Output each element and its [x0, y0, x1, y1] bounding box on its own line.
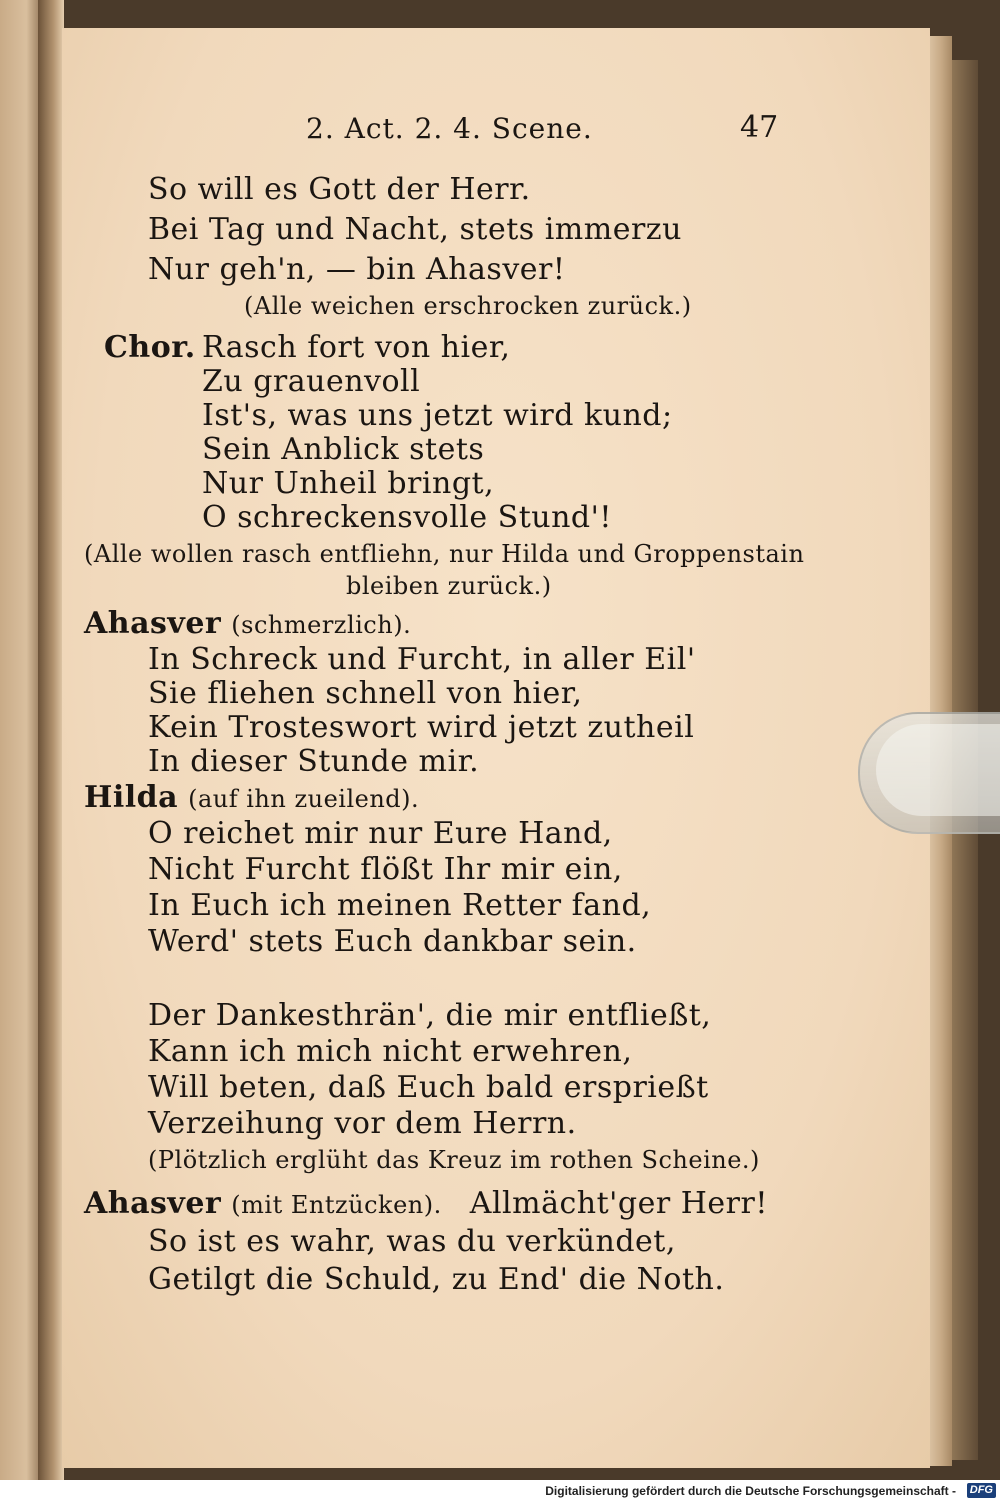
- speaker-direction: (schmerzlich).: [231, 611, 412, 639]
- verse-line: Verzeihung vor dem Herrn.: [148, 1106, 577, 1141]
- speaker-line: [84, 780, 419, 815]
- dfg-logo: DFG: [967, 1483, 996, 1498]
- verse-line: Will beten, daß Euch bald ersprießt: [148, 1070, 709, 1105]
- verse-line: So will es Gott der Herr.: [148, 172, 531, 207]
- running-title: 2. Act. 2. 4. Scene.: [306, 112, 593, 145]
- digitization-credit: Digitalisierung gefördert durch die Deutsche Forschungsgemeinschaft -: [545, 1484, 956, 1498]
- verse-line: Rasch fort von hier,: [202, 330, 511, 365]
- speaker-line: [84, 606, 411, 641]
- verse-line: Allmächt'ger Herr!: [469, 1186, 768, 1221]
- verse-line: Der Dankesthrän', die mir entfließt,: [148, 998, 712, 1033]
- verse-line: Zu grauenvoll: [202, 364, 421, 399]
- verse-line: Sein Anblick stets: [202, 432, 485, 467]
- verse-line: Nur geh'n, — bin Ahasver!: [148, 252, 566, 287]
- bookmark-tab-highlight: [876, 724, 1000, 816]
- speaker-direction: (mit Entzücken).: [231, 1191, 442, 1219]
- stage-direction: (Plötzlich erglüht das Kreuz im rothen Scheine.): [148, 1146, 760, 1174]
- stage-direction: bleiben zurück.): [346, 572, 552, 600]
- verse-line: Kein Trosteswort wird jetzt zutheil: [148, 710, 695, 745]
- verse-line: Ist's, was uns jetzt wird kund;: [202, 398, 673, 433]
- verse-line: Bei Tag und Nacht, stets immerzu: [148, 212, 682, 247]
- stage-direction: (Alle wollen rasch entfliehn, nur Hilda und Groppenstain: [84, 540, 805, 568]
- speaker-line: [84, 1186, 768, 1221]
- verse-line: So ist es wahr, was du verkündet,: [148, 1224, 676, 1259]
- verse-line: Nur Unheil bringt,: [202, 466, 495, 501]
- verse-line: In Euch ich meinen Retter fand,: [148, 888, 652, 923]
- verse-line: Sie fliehen schnell von hier,: [148, 676, 583, 711]
- verse-line: O reichet mir nur Eure Hand,: [148, 816, 613, 851]
- verse-line: Kann ich mich nicht erwehren,: [148, 1034, 633, 1069]
- book-gutter: [38, 0, 64, 1480]
- stage-direction: (Alle weichen erschrocken zurück.): [244, 292, 692, 320]
- verse-line: In dieser Stunde mir.: [148, 744, 480, 779]
- page-number: 47: [740, 110, 779, 145]
- verse-line: Nicht Furcht flößt Ihr mir ein,: [148, 852, 623, 887]
- speaker-name: Ahasver: [84, 1186, 222, 1221]
- speaker-name: Ahasver: [84, 606, 222, 641]
- verse-line: O schreckensvolle Stund'!: [202, 500, 612, 535]
- verse-line: In Schreck und Furcht, in aller Eil': [148, 642, 696, 677]
- verse-line: Getilgt die Schuld, zu End' die Noth.: [148, 1262, 725, 1297]
- speaker-name: Chor.: [104, 330, 196, 365]
- speaker-direction: (auf ihn zueilend).: [188, 785, 420, 813]
- speaker-name: Hilda: [84, 780, 179, 815]
- verse-line: Werd' stets Euch dankbar sein.: [148, 924, 637, 959]
